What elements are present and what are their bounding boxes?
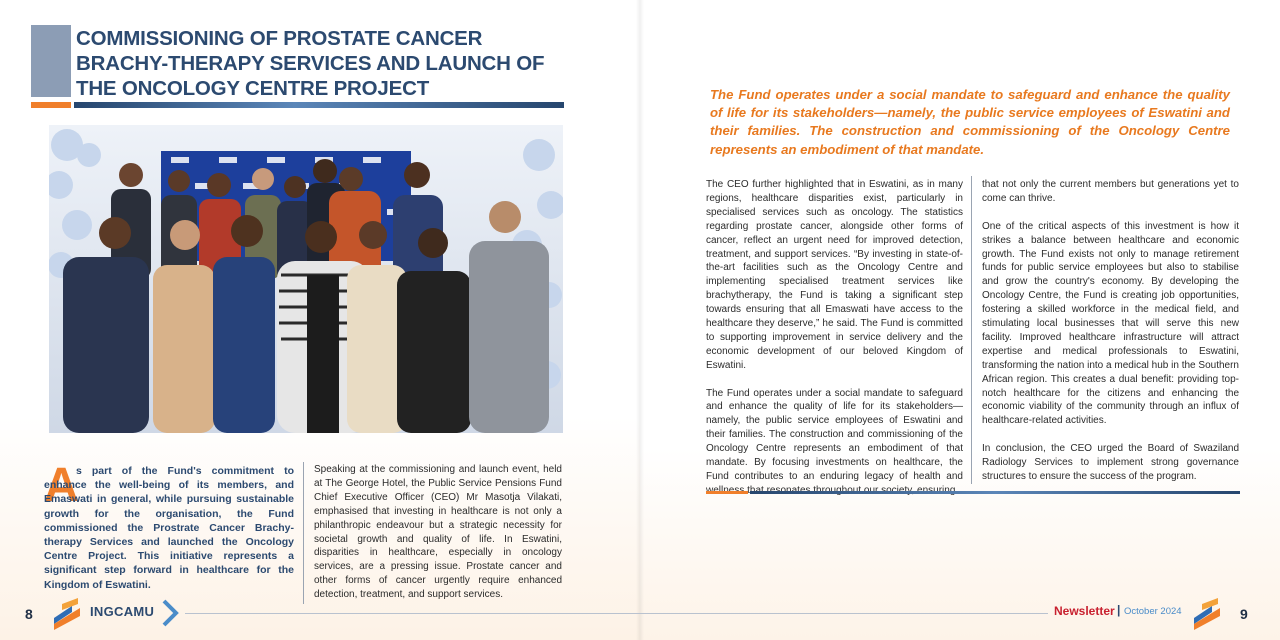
pull-quote: The Fund operates under a social mandate to safeguard and enhance the quality of life for its stakeholders—namely, the public service employees of Eswatini and their families. The construction and commissioning of the Oncology Centre represents an embodiment of that mandate.: [710, 87, 1230, 157]
page-number-left: 8: [25, 606, 33, 622]
ingcamu-logo: [52, 598, 82, 630]
page-number-right: 9: [1240, 606, 1248, 622]
footer-separator: |: [1117, 603, 1121, 617]
issue-date: October 2024: [1124, 606, 1182, 617]
footer-rule-right: [640, 613, 1048, 614]
column-divider: [303, 462, 304, 604]
group-photo: [49, 125, 563, 433]
body-column-1: [706, 178, 963, 512]
body-column-2: [982, 178, 1239, 498]
body-paragraph-left: Speaking at the commissioning and launch event, held at The George Hotel, the Public Service Pensions Fund Chief Executive Officer (CEO) Mr Masotja Vilakati, emphasised that investing in healthcare is not only a philanthropic endeavour but a strategic necessity for societal growth and quality of life. In Eswatini, disparities in healthcare, especially in oncology services, are a pressing issue. Prostate cancer and other forms of cancer urgently require enhanced detection, treatment, and support services.: [314, 464, 562, 601]
section-rule-accent: [706, 491, 748, 494]
footer-rule-left: [185, 613, 640, 614]
title-underline: [74, 102, 564, 108]
article-title: COMMISSIONING OF PROSTATE CANCER BRACHY-THERAPY SERVICES AND LAUNCH OF THE ONCOLOGY CENTRE PROJECT: [76, 27, 545, 100]
title-accent-orange: [31, 102, 71, 108]
body-paragraph: One of the critical aspects of this investment is how it strikes a balance between healthcare and economic growth. The Fund exists not only to manage retirement funds for public service employees but also to stabilise and grow the country's economy. By developing the Oncology Centre, the Fund is creating job opportunities, fostering a skilled workforce in the medical field, and stimulating local businesses that will serve this new facility. Improved healthcare infrastructure will attract expertise and medical professionals to Eswatini, transforming the nation into a medical hub in the Southern African region. This creates a dual benefit: providing top-notch healthcare for the citizens and enhancing the economic viability of the community through an influx of healthcare-related activities.: [982, 220, 1239, 427]
page-fold: [636, 0, 644, 640]
brand-name: INGCAMU: [90, 604, 155, 619]
newsletter-label: Newsletter: [1054, 604, 1115, 618]
ingcamu-logo: [1192, 598, 1222, 630]
title-accent-block: [31, 25, 71, 97]
section-rule: [750, 491, 1240, 494]
body-paragraph: The Fund operates under a social mandate to safeguard and enhance the quality of life for its stakeholders—namely, the public service employees of Eswatini and their families. The construction and commissioning of the Oncology Centre represents an embodiment of that mandate. By focusing investments on healthcare, the Fund contributes to an enduring legacy of health and: [706, 387, 963, 483]
body-paragraph: that not only the current members but generations yet to come can thrive.: [982, 179, 1239, 204]
drop-cap: A: [44, 459, 79, 512]
body-paragraph: In conclusion, the CEO urged the Board of Swaziland Radiology Services to implement strong governance structures to ensure the success of the program.: [982, 443, 1239, 482]
intro-paragraph: s part of the Fund's commitment to enhance the well-being of its members, and Emaswati in general, while pursuing sustainable growth for the organisation, the Fund commissioned the Prostrate Cancer Brachy-therapy Services and launched the Oncology Centre Project. This initiative represents a significant step forward in healthcare for the Kingdom of Eswatini.: [44, 465, 294, 591]
chevron-right-icon: [160, 598, 180, 628]
body-paragraph: The CEO further highlighted that in Eswatini, as in many regions, healthcare disparities exist, particularly in specialised services such as oncology. The statistics regarding prostate cancer, alongside other forms of cancer, reflect an urgent need for improved detection, treatment, and support services. “By investing in state-of-the-art facilities such as the Oncology Centre and implementing specialised treatment services like brachytherapy, the Fund is taking a significant step towards ensuring that all Emaswati have access to the healthcare they deserve,” he said. The Fund is committed to supporting improvement in service delivery and the economic development of our beloved Kingdom of Eswatini.: [706, 179, 963, 371]
column-divider: [971, 176, 972, 484]
